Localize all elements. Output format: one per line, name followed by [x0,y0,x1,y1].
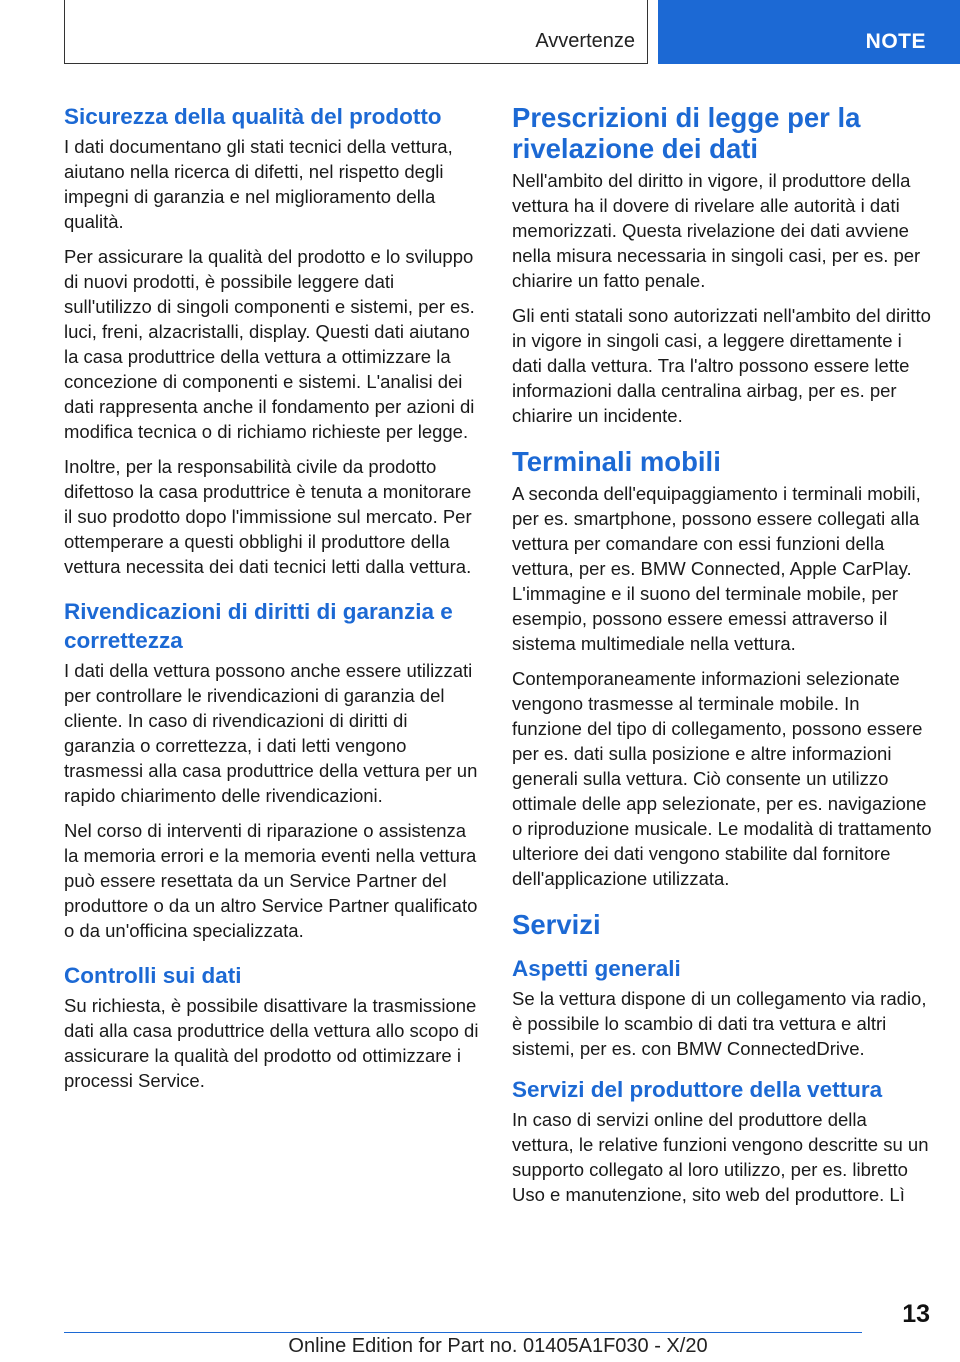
paragraph: I dati della vettura possono anche essere utilizzati per controllare le rivendicazioni di garanzia del cliente. In caso di rivendicazioni di diritti di garanzia o correttezza, i dati letti vengono trasmessi alla casa produttrice della vettura per un rapido chiarimento delle rivendicazioni. [64,660,478,806]
paragraph: A seconda dell'equipaggiamento i terminali mobili, per es. smartphone, possono essere collegati alla vettura per comandare con essi funzioni della vettura, per es. BMW Connected, Apple CarPlay. L'immagine e il suono del terminale mobile, per esempio, possono essere emessi attraverso il sistema multimediale nella vettura. [512,483,921,654]
heading-sicurezza: Sicurezza della qualità del prodotto [64,104,442,129]
header-chapter-label: NOTE [865,30,926,53]
paragraph: Contemporaneamente informazioni selezionate vengono trasmesse al terminale mobile. In funzione del tipo di collegamento, possono essere per es. dati sulla posizione e altre informazioni generali sulla vettura. Ciò consente un utilizzo ottimale delle app selezionate, per es. navigazione o riproduzione musicale. Le modalità di trattamento ulteriore dei dati vengono stabilite dal fornitore dell'applicazione utilizzata. [512,668,932,889]
right-column [512,102,932,1217]
paragraph: I dati documentano gli stati tecnici della vettura, aiutano nella ricerca di difetti, nel rispetto degli impegni di garanzia e nel miglioramento della qualità. [64,136,453,232]
paragraph: Nel corso di interventi di riparazione o assistenza la memoria errori e la memoria eventi nella vettura può essere resettata da un Service Partner del produttore o da un altro Service Partner qualificato o da un'officina specializzata. [64,820,478,941]
heading-prescrizioni: Prescrizioni di legge per la rivelazione dei dati [512,102,861,164]
paragraph: Inoltre, per la responsabilità civile da prodotto difettoso la casa produttrice è tenuta a monitorare il suo prodotto dopo l'immissione sul mercato. Per ottemperare a questi obblighi il produttore della vettura necessita dei dati tecnici letti dalla vettura. [64,456,472,577]
heading-servizi: Servizi [512,909,601,940]
footer-divider [64,1332,862,1333]
paragraph: Se la vettura dispone di un collegamento via radio, è possibile lo scambio di dati tra vettura e altri sistemi, per es. con BMW ConnectedDrive. [512,988,927,1059]
paragraph: Gli enti statali sono autorizzati nell'ambito del diritto in vigore in singoli casi, a leggere direttamente i dati dalla vettura. Tra l'altro possono essere lette informazioni dalla centralina airbag, per es. per chiarire un incidente. [512,305,931,426]
header-section-box [64,0,648,64]
paragraph: In caso di servizi online del produttore della vettura, le relative funzioni vengono descritte su un supporto collegato al loro utilizzo, per es. libretto Uso e manutenzione, sito web del produttore. Lì [512,1109,929,1205]
subheading-aspetti: Aspetti generali [512,956,681,981]
heading-rivendicazioni: Rivendicazioni di diritti di garanzia e correttezza [64,599,453,653]
subheading-servizi-produttore: Servizi del produttore della vettura [512,1077,883,1102]
header-chapter-tab[interactable] [658,0,960,64]
paragraph: Nell'ambito del diritto in vigore, il produttore della vettura ha il dovere di rivelare alle autorità i dati memorizzati. Questa rivelazione dei dati avviene nella misura necessaria in singoli casi, per es. per chiarire un fatto penale. [512,170,921,291]
footer-edition: Online Edition for Part no. 01405A1F030 - X/20 [288,1335,708,1357]
heading-controlli: Controlli sui dati [64,963,242,988]
header-section-title: Avvertenze [535,30,635,52]
paragraph: Su richiesta, è possibile disattivare la trasmissione dati alla casa produttrice della vettura allo scopo di assicurare la qualità del prodotto od ottimizzare i processi Service. [64,995,479,1091]
paragraph: Per assicurare la qualità del prodotto e lo sviluppo di nuovi prodotti, è possibile leggere dati sull'utilizzo di singoli componenti e sistemi, per es. luci, freni, alzacristalli, display. Questi dati aiutano la casa produttrice della vettura a ottimizzare la concezione di componenti e sistemi. L'analisi dei dati rappresenta anche il fondamento per azioni di modifica tecnica o di richiamo richieste per legge. [64,246,475,442]
page-number: 13 [902,1300,930,1328]
left-column [64,102,482,1103]
heading-terminali: Terminali mobili [512,446,721,477]
